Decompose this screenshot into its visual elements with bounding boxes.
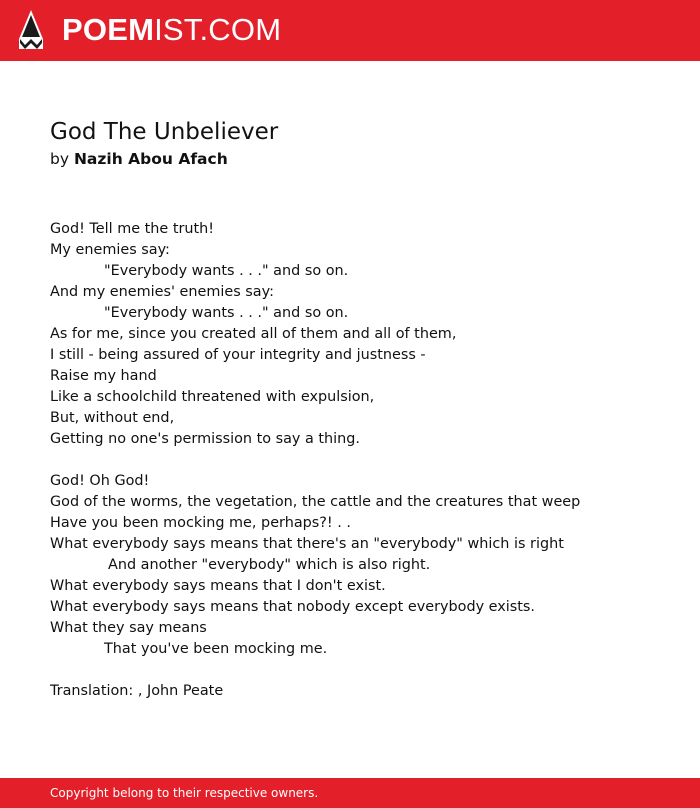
poem-line: "Everybody wants . . ." and so on. xyxy=(104,305,349,321)
pencil-icon[interactable] xyxy=(18,9,44,51)
poem-line: But, without end, xyxy=(50,410,175,426)
poem-line: I still - being assured of your integrity and justness - xyxy=(50,347,426,363)
brand-strong: POEM xyxy=(62,12,155,47)
by-label: by xyxy=(50,150,70,168)
poem-line: Getting no one's permission to say a thing. xyxy=(50,431,360,447)
translation-credit: Translation: , John Peate xyxy=(50,683,224,699)
brand-light: IST.COM xyxy=(154,12,282,47)
poem-line: God! Oh God! xyxy=(50,473,150,489)
poem-line: What everybody says means that I don't exist. xyxy=(50,578,386,594)
poem-line: As for me, since you created all of them and all of them, xyxy=(50,326,457,342)
poem-line: That you've been mocking me. xyxy=(104,641,328,657)
poem-line: And another "everybody" which is also right. xyxy=(108,557,431,573)
site-footer xyxy=(0,778,700,808)
site-logo-text[interactable] xyxy=(62,10,281,50)
poem-line: Like a schoolchild threatened with expulsion, xyxy=(50,389,375,405)
poem-line: Have you been mocking me, perhaps?! . . xyxy=(50,515,351,531)
poem-line: And my enemies' enemies say: xyxy=(50,284,274,300)
poem-line: God of the worms, the vegetation, the cattle and the creatures that weep xyxy=(50,494,581,510)
copyright-text: Copyright belong to their respective owners. xyxy=(50,786,319,800)
poem-line: "Everybody wants . . ." and so on. xyxy=(104,263,349,279)
poem-stanza-break xyxy=(50,660,670,681)
poem-title: God The Unbeliever xyxy=(50,119,279,145)
poem-line: What everybody says means that there's an "everybody" which is right xyxy=(50,536,564,552)
poem-line: What everybody says means that nobody except everybody exists. xyxy=(50,599,536,615)
poem-byline xyxy=(50,149,228,169)
poem-body xyxy=(50,219,670,702)
poem-stanza-break xyxy=(50,450,670,471)
poem-line: My enemies say: xyxy=(50,242,170,258)
site-header xyxy=(0,0,700,61)
poem-line: What they say means xyxy=(50,620,207,636)
poem-line: God! Tell me the truth! xyxy=(50,221,215,237)
author-name: Nazih Abou Afach xyxy=(73,150,228,168)
poem-line: Raise my hand xyxy=(50,368,157,384)
